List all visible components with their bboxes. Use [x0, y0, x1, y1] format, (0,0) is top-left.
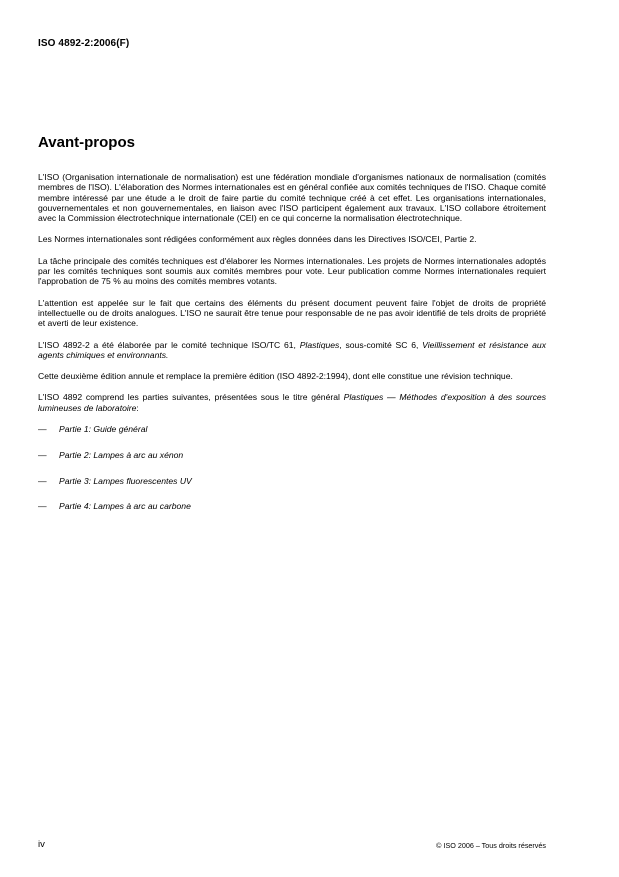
foreword-body — [38, 172, 546, 527]
page-number: iv — [38, 839, 45, 850]
prepared-by-text: L'ISO 4892-2 a été élaborée par le comité technique ISO/TC 61, — [38, 339, 300, 350]
parts-intro-text: L'ISO 4892 comprend les parties suivantes, présentées sous le titre général — [38, 392, 344, 403]
document-code: ISO 4892-2:2006(F) — [38, 38, 130, 49]
part-label: Partie 3: Lampes fluorescentes UV — [59, 475, 192, 486]
list-item — [38, 501, 546, 511]
list-item — [38, 476, 546, 486]
part-label: Partie 2: Lampes à arc au xénon — [59, 449, 184, 460]
part-label: Partie 4: Lampes à arc au carbone — [59, 501, 191, 512]
committee-name: Plastiques — [299, 339, 340, 350]
parts-list — [38, 424, 546, 512]
paragraph-parts-intro — [38, 392, 546, 413]
parts-intro-colon: : — [136, 402, 139, 413]
paragraph-patent-rights: L'attention est appelée sur le fait que certains des éléments du présent document peuvent faire l'objet de droits de propriété intellectuelle ou de droits analogues. L'ISO ne saurait être tenue pour responsable de ne pas avoir identifié de tels droits de propriété et averti de leur existence. — [38, 297, 546, 329]
subcommittee-name: Vieillissement et résistance aux agents chimiques et environnants. — [38, 339, 546, 360]
general-title: Plastiques — Méthodes d'exposition à des sources lumineuses de laboratoire — [38, 392, 546, 413]
paragraph-edition: Cette deuxième édition annule et remplace la première édition (ISO 4892-2:1994), dont elle constitue une révision technique. — [38, 371, 513, 382]
page-title: Avant-propos — [38, 134, 135, 151]
dash-bullet: — — [38, 475, 47, 486]
dash-bullet: — — [38, 449, 47, 460]
copyright-notice: © ISO 2006 – Tous droits réservés — [436, 841, 546, 850]
list-item — [38, 424, 546, 434]
paragraph-technical-committees: La tâche principale des comités techniques est d'élaborer les Normes internationales. Les projets de Normes internationales adoptés par les comités techniques sont soumis aux comités membres pour vote. Leur publication comme Normes internationales requiert l'approbation de 75 % au moins des comités membres votants. — [38, 255, 546, 287]
dash-bullet: — — [38, 424, 47, 435]
part-label: Partie 1: Guide général — [59, 424, 148, 435]
paragraph-prepared-by — [38, 340, 546, 361]
list-item — [38, 450, 546, 460]
paragraph-directives: Les Normes internationales sont rédigées conformément aux règles données dans les Directives ISO/CEI, Partie 2. — [38, 234, 477, 245]
dash-bullet: — — [38, 501, 47, 512]
paragraph-iso-organisation: L'ISO (Organisation internationale de normalisation) est une fédération mondiale d'organismes nationaux de normalisation (comités membres de l'ISO). L'élaboration des Normes internationales est en général confiée aux comités techniques de l'ISO. Chaque comité membre intéressé par une étude a le droit de faire partie du comité technique créé à cet effet. Les organisations internationales, gouvernementales et non gouvernementales, en liaison avec l'ISO participent également aux travaux. L'ISO collabore étroitement avec la Commission électrotechnique internationale (CEI) en ce qui concerne la normalisation électrotechnique. — [38, 172, 546, 224]
subcommittee-text: , sous-comité SC 6, — [339, 339, 423, 350]
